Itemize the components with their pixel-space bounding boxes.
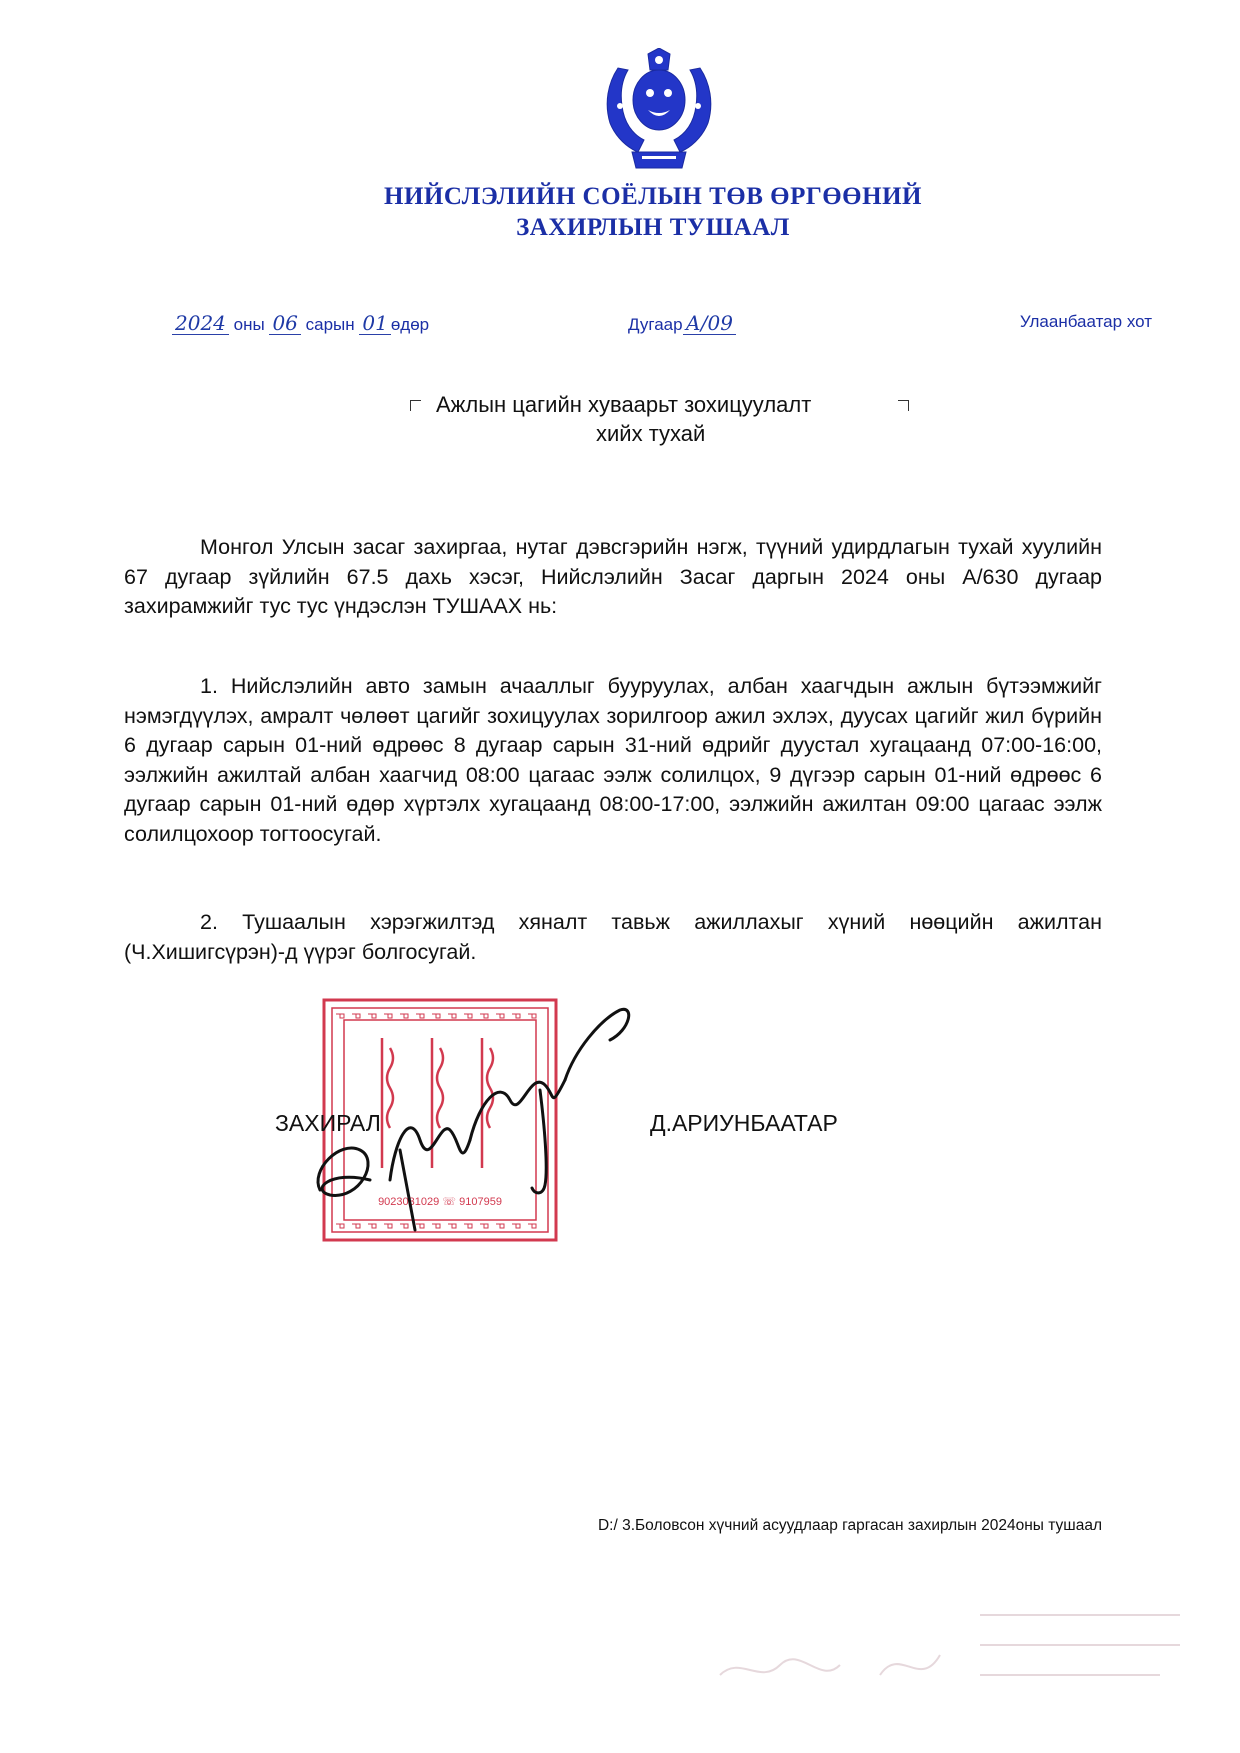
order-number-value: А/09 — [683, 312, 736, 335]
preamble-paragraph: Монгол Улсын засаг захиргаа, нутаг дэвсгэрийн нэгж, түүний удирдлагын тухай хуулийн 67 дугаар зүйлийн 67.5 дахь хэсэг, Нийслэлийн Засаг даргын 2024 оны А/630 дугаар захирамжийг тус тус үндэслэн ТУШААХ нь: — [124, 535, 1102, 618]
date-day: 01 — [359, 312, 390, 335]
date-month-suffix: сарын — [305, 315, 355, 334]
file-path-note: D:/ 3.Боловсон хүчний асуудлаар гаргасан захирлын 2024оны тушаал — [597, 1517, 1102, 1534]
document-title-line2: ЗАХИРЛЫН ТУШААЛ — [516, 214, 790, 241]
subject-bracket-right — [898, 400, 909, 411]
city-label: Улаанбаатар хот — [1019, 312, 1152, 331]
date-year-suffix: оны — [233, 315, 265, 334]
subject-bracket-left — [410, 400, 421, 411]
order-item-2: 2. Тушаалын хэрэгжилтэд хяналт тавьж ажиллахыг хүний нөөцийн ажилтан (Ч.Хишигсүрэн)-д үүрэг болгосугай. — [124, 910, 1102, 964]
subject-line1: Ажлын цагийн хуваарьт зохицуулалт — [436, 392, 812, 417]
signer-role: ЗАХИРАЛ — [275, 1110, 381, 1136]
subject-line2: хийх тухай — [596, 421, 706, 446]
stamp-number-text: 9023031029 ☏ 9107959 — [378, 1196, 502, 1208]
date-month: 06 — [269, 312, 300, 335]
date-field — [172, 312, 429, 335]
state-emblem-icon — [598, 48, 720, 173]
document-title-line1: НИЙСЛЭЛИЙН СОЁЛЫН ТӨВ ӨРГӨӨНИЙ — [384, 183, 922, 210]
signer-name: Д.АРИУНБААТАР — [650, 1110, 838, 1136]
order-item-1: 1. Нийслэлийн авто замын ачааллыг бууруулах, албан хаагчдын ажлын бүтээмжийг нэмэгдүүлэх, амралт чөлөөт цагийг зохицуулах зорилгоор ажил эхлэх, дуусах цагийг жил бүрийн 6 дугаар сарын 01-ний өдрөөс 8 дугаар сарын 31-ний өдрийг дуустал хугацаанд 07:00-16:00, ээлжийн ажилтай албан хаагчид 08:00 цагаас ээлж солилцох, 9 дүгээр сарын 01-ний өдрөөс 6 дугаар сарын 01-ний өдөр хүртэлх хугацаанд 08:00-17:00, ээлжийн ажилтан 09:00 цагаас ээлж солилцохоор тогтоосугай. — [124, 674, 1102, 846]
faint-bleedthrough-marks — [680, 1595, 1200, 1715]
date-day-suffix: өдөр — [390, 315, 430, 334]
order-number-label: Дугаар — [628, 315, 683, 334]
date-year: 2024 — [172, 312, 229, 335]
order-number-field — [628, 312, 736, 335]
